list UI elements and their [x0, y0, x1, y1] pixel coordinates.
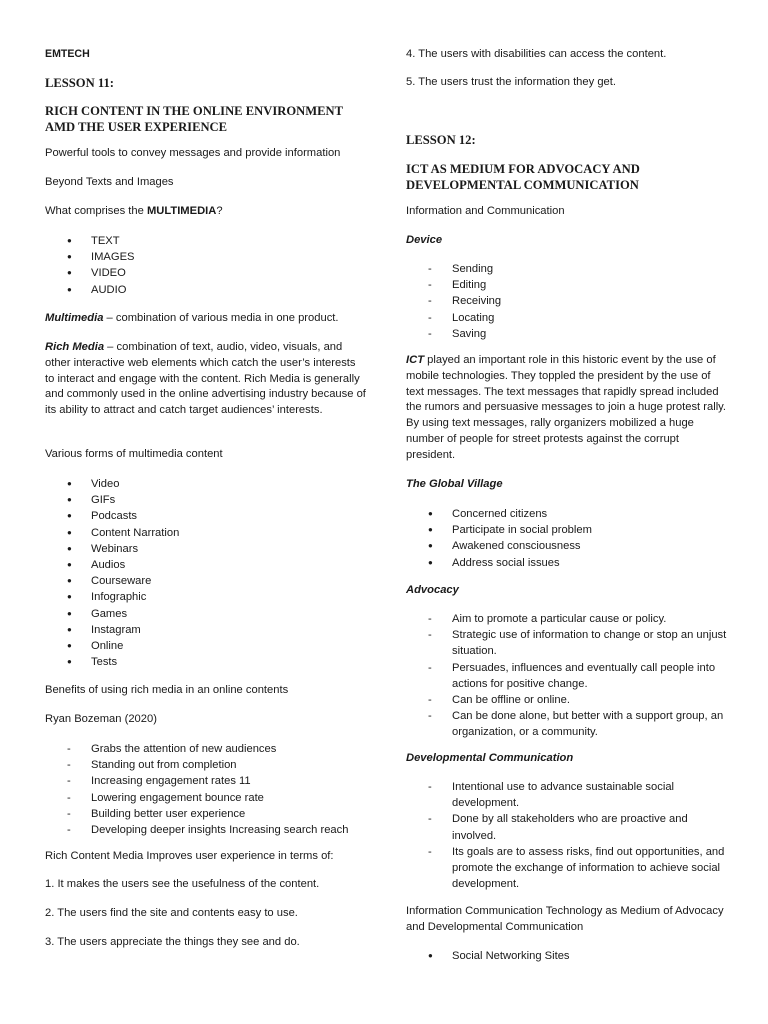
definition-term: Rich Media [45, 341, 105, 353]
list-item: - Increasing engagement rates 11 [45, 773, 367, 789]
list-item: - Can be done alone, but better with a support group, an organization, or a community. [406, 708, 730, 740]
list-item: ● Podcasts [45, 508, 367, 524]
rich-media-definition [45, 340, 367, 419]
lesson-12-label: LESSON 12: [406, 133, 476, 147]
list-item: ● Content Narration [45, 525, 367, 541]
benefits-list [45, 741, 367, 838]
list-item: - Editing [406, 277, 730, 293]
list-item: - Building better user experience [45, 806, 367, 822]
devcom-heading: Developmental Communication [406, 752, 574, 764]
list-item: ● Social Networking Sites [406, 948, 730, 964]
info-comm-heading: Information and Communication [406, 205, 565, 217]
list-item: ● Online [45, 638, 367, 654]
list-item: ● Infographic [45, 589, 367, 605]
device-heading: Device [406, 234, 443, 246]
medium-list [406, 948, 730, 964]
definition-text: – combination of various media in one product. [103, 312, 339, 324]
list-item: ● Participate in social problem [406, 522, 730, 538]
ict-text: played an important role in this historic event by the use of mobile technologies. They toppled the president by the use of text messages. The text messages that rapidly spread included the rumors and persuasive messages to join a huge protest rally. By using text messages, rally organizers mobilized a huge number of people for street protests against the corrupt president. [406, 354, 727, 461]
list-item: ● AUDIO [45, 282, 367, 298]
list-item: - Locating [406, 310, 730, 326]
list-item: - Saving [406, 326, 730, 342]
list-item: ● Video [45, 476, 367, 492]
list-item: - Can be offline or online. [406, 692, 730, 708]
list-item: - Intentional use to advance sustainable social development. [406, 779, 730, 811]
list-item: ● Courseware [45, 573, 367, 589]
question-bold: MULTIMEDIA [146, 205, 217, 217]
multimedia-definition [45, 311, 367, 327]
improves-point-1: 1. It makes the users see the usefulness of the content. [45, 878, 320, 890]
intro-line-2: Beyond Texts and Images [45, 176, 174, 188]
list-item: ● Webinars [45, 541, 367, 557]
ict-paragraph [406, 353, 730, 464]
forms-list [45, 476, 367, 670]
list-item: - Receiving [406, 293, 730, 309]
list-item: ● Instagram [45, 622, 367, 638]
list-item: ● Games [45, 606, 367, 622]
benefits-source: Ryan Bozeman (2020) [45, 713, 157, 725]
list-item: ● Address social issues [406, 555, 730, 571]
list-item: ● VIDEO [45, 265, 367, 281]
lesson-11-label: LESSON 11: [45, 76, 114, 90]
question-suffix: ? [216, 205, 223, 217]
list-item: - Its goals are to assess risks, find out opportunities, and promote the exchange of information to achieve social development. [406, 844, 730, 893]
multimedia-question [45, 204, 367, 220]
medium-heading: Information Communication Technology as Medium of Advocacy and Developmental Communication [406, 905, 724, 933]
list-item: - Grabs the attention of new audiences [45, 741, 367, 757]
definition-term: Multimedia [45, 312, 104, 324]
list-item: ● Audios [45, 557, 367, 573]
list-item: - Aim to promote a particular cause or policy. [406, 611, 730, 627]
question-prefix: What comprises the [45, 205, 147, 217]
list-item: - Strategic use of information to change or stop an unjust situation. [406, 627, 730, 659]
improves-point-5: 5. The users trust the information they get. [406, 76, 616, 88]
subject-label: EMTECH [45, 48, 90, 60]
list-item: - Developing deeper insights Increasing search reach [45, 822, 367, 838]
list-item: ● Awakened consciousness [406, 538, 730, 554]
intro-line-1: Powerful tools to convey messages and provide information [45, 147, 341, 159]
ict-term: ICT [406, 354, 425, 366]
devcom-list [406, 779, 730, 892]
definition-text: – combination of text, audio, video, visuals, and other interactive web elements which catch the user’s interests to interact and engage with the content. Rich Media is generally and commonly used in the online advertising industry because of its ability to attract and catch target audiences’ interests. [45, 341, 366, 417]
list-item: ● TEXT [45, 233, 367, 249]
list-item: - Lowering engagement bounce rate [45, 790, 367, 806]
global-village-heading: The Global Village [406, 478, 503, 490]
advocacy-list [406, 611, 730, 741]
improves-heading: Rich Content Media Improves user experience in terms of: [45, 850, 334, 862]
list-item: ● Concerned citizens [406, 506, 730, 522]
improves-point-3: 3. The users appreciate the things they see and do. [45, 936, 300, 948]
list-item: ● GIFs [45, 492, 367, 508]
global-village-list [406, 506, 730, 571]
forms-heading: Various forms of multimedia content [45, 448, 223, 460]
advocacy-heading: Advocacy [406, 584, 459, 596]
improves-point-2: 2. The users find the site and contents easy to use. [45, 907, 298, 919]
benefits-heading: Benefits of using rich media in an online contents [45, 684, 289, 696]
list-item: - Sending [406, 261, 730, 277]
multimedia-list [45, 233, 367, 298]
improves-point-4: 4. The users with disabilities can access the content. [406, 48, 667, 60]
list-item: - Done by all stakeholders who are proactive and involved. [406, 811, 730, 843]
list-item: ● IMAGES [45, 249, 367, 265]
list-item: - Standing out from completion [45, 757, 367, 773]
lesson-12-title: ICT AS MEDIUM FOR ADVOCACY AND DEVELOPMENTAL COMMUNICATION [406, 162, 640, 192]
list-item: ● Tests [45, 654, 367, 670]
list-item: - Persuades, influences and eventually call people into actions for positive change. [406, 660, 730, 692]
device-list [406, 261, 730, 342]
lesson-11-title: RICH CONTENT IN THE ONLINE ENVIRONMENT AMD THE USER EXPERIENCE [45, 104, 343, 134]
